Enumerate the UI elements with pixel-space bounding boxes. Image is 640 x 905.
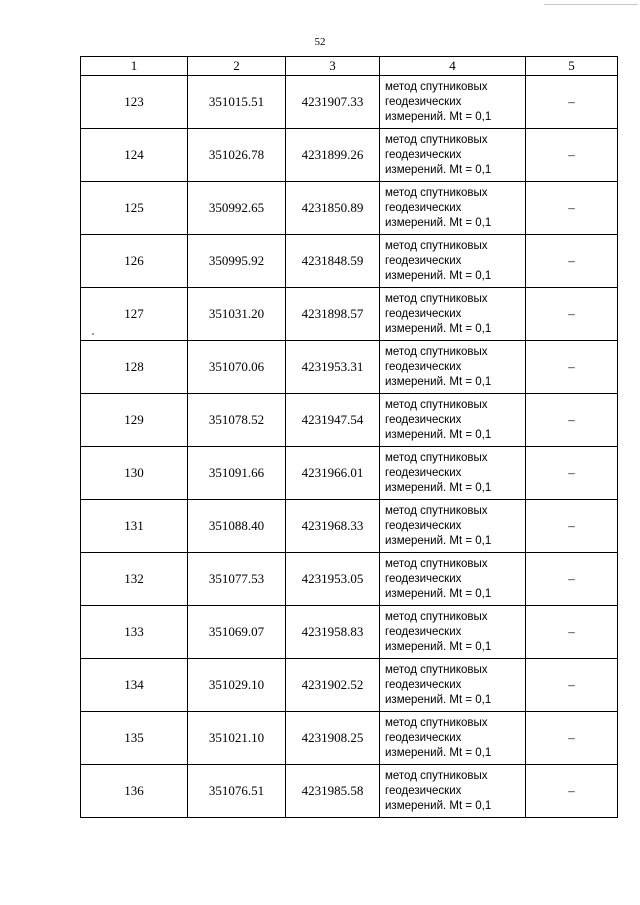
- y-coordinate-cell: 4231902.52: [286, 659, 380, 712]
- method-line: геодезических: [385, 466, 462, 479]
- y-coordinate-cell: 4231848.59: [286, 235, 380, 288]
- method-cell: [380, 447, 526, 500]
- table-row: [81, 394, 618, 447]
- y-coordinate-cell: 4231947.54: [286, 394, 380, 447]
- table-row: [81, 712, 618, 765]
- method-line: измерений. Mt = 0,1: [385, 269, 492, 282]
- table-row: [81, 765, 618, 818]
- x-coordinate-cell: 350995.92: [188, 235, 286, 288]
- extra-cell: –: [526, 288, 618, 341]
- table-row: [81, 553, 618, 606]
- x-coordinate-cell: 351076.51: [188, 765, 286, 818]
- method-line: геодезических: [385, 148, 462, 161]
- point-number-cell: 124: [81, 129, 188, 182]
- method-line: метод спутниковых: [385, 133, 488, 146]
- point-number-cell: 129: [81, 394, 188, 447]
- point-number-cell: 136: [81, 765, 188, 818]
- column-header-4: 4: [380, 57, 526, 76]
- column-header-1: 1: [81, 57, 188, 76]
- point-number-cell: 128: [81, 341, 188, 394]
- y-coordinate-cell: 4231985.58: [286, 765, 380, 818]
- method-line: метод спутниковых: [385, 663, 488, 676]
- table-row: [81, 606, 618, 659]
- table-row: [81, 447, 618, 500]
- method-line: геодезических: [385, 678, 462, 691]
- extra-cell: –: [526, 129, 618, 182]
- method-line: метод спутниковых: [385, 716, 488, 729]
- method-line: метод спутниковых: [385, 345, 488, 358]
- method-line: измерений. Mt = 0,1: [385, 163, 492, 176]
- header-row: [81, 57, 618, 76]
- x-coordinate-cell: 351070.06: [188, 341, 286, 394]
- method-line: метод спутниковых: [385, 186, 488, 199]
- table-row: [81, 288, 618, 341]
- extra-cell: –: [526, 500, 618, 553]
- method-line: измерений. Mt = 0,1: [385, 428, 492, 441]
- method-line: метод спутниковых: [385, 292, 488, 305]
- method-line: геодезических: [385, 784, 462, 797]
- method-line: геодезических: [385, 95, 462, 108]
- method-line: геодезических: [385, 360, 462, 373]
- point-number-cell: 125: [81, 182, 188, 235]
- method-line: метод спутниковых: [385, 557, 488, 570]
- extra-cell: –: [526, 76, 618, 129]
- method-line: метод спутниковых: [385, 504, 488, 517]
- extra-cell: –: [526, 712, 618, 765]
- table-row: [81, 235, 618, 288]
- extra-cell: –: [526, 394, 618, 447]
- method-line: геодезических: [385, 254, 462, 267]
- x-coordinate-cell: 351026.78: [188, 129, 286, 182]
- extra-cell: –: [526, 341, 618, 394]
- x-coordinate-cell: 351021.10: [188, 712, 286, 765]
- column-header-3: 3: [286, 57, 380, 76]
- method-line: измерений. Mt = 0,1: [385, 534, 492, 547]
- method-line: измерений. Mt = 0,1: [385, 587, 492, 600]
- method-line: измерений. Mt = 0,1: [385, 375, 492, 388]
- point-number-cell: 135: [81, 712, 188, 765]
- x-coordinate-cell: 350992.65: [188, 182, 286, 235]
- method-line: измерений. Mt = 0,1: [385, 481, 492, 494]
- method-cell: [380, 288, 526, 341]
- column-header-5: 5: [526, 57, 618, 76]
- y-coordinate-cell: 4231850.89: [286, 182, 380, 235]
- method-line: метод спутниковых: [385, 80, 488, 93]
- point-number-cell: 127: [81, 288, 188, 341]
- top-edge-rule: [544, 4, 638, 5]
- point-number-cell: 126: [81, 235, 188, 288]
- y-coordinate-cell: 4231966.01: [286, 447, 380, 500]
- x-coordinate-cell: 351069.07: [188, 606, 286, 659]
- column-header-2: 2: [188, 57, 286, 76]
- x-coordinate-cell: 351077.53: [188, 553, 286, 606]
- point-number-cell: 130: [81, 447, 188, 500]
- method-cell: [380, 553, 526, 606]
- x-coordinate-cell: 351029.10: [188, 659, 286, 712]
- y-coordinate-cell: 4231898.57: [286, 288, 380, 341]
- extra-cell: –: [526, 447, 618, 500]
- method-cell: [380, 500, 526, 553]
- method-line: геодезических: [385, 307, 462, 320]
- y-coordinate-cell: 4231899.26: [286, 129, 380, 182]
- method-line: измерений. Mt = 0,1: [385, 110, 492, 123]
- page-number: 52: [314, 36, 326, 48]
- method-line: геодезических: [385, 572, 462, 585]
- method-line: метод спутниковых: [385, 239, 488, 252]
- x-coordinate-cell: 351015.51: [188, 76, 286, 129]
- point-number-cell: 123: [81, 76, 188, 129]
- method-line: геодезических: [385, 625, 462, 638]
- point-number-cell: 134: [81, 659, 188, 712]
- point-number-cell: 133: [81, 606, 188, 659]
- method-cell: [380, 182, 526, 235]
- method-line: геодезических: [385, 201, 462, 214]
- method-cell: [380, 394, 526, 447]
- coordinates-table: [80, 56, 618, 818]
- method-cell: [380, 712, 526, 765]
- method-line: измерений. Mt = 0,1: [385, 746, 492, 759]
- method-cell: [380, 235, 526, 288]
- method-line: измерений. Mt = 0,1: [385, 693, 492, 706]
- method-line: метод спутниковых: [385, 610, 488, 623]
- method-cell: [380, 606, 526, 659]
- extra-cell: –: [526, 182, 618, 235]
- y-coordinate-cell: 4231953.05: [286, 553, 380, 606]
- method-line: измерений. Mt = 0,1: [385, 799, 492, 812]
- method-line: геодезических: [385, 731, 462, 744]
- method-line: измерений. Mt = 0,1: [385, 322, 492, 335]
- method-line: геодезических: [385, 519, 462, 532]
- method-line: измерений. Mt = 0,1: [385, 640, 492, 653]
- method-cell: [380, 129, 526, 182]
- method-line: метод спутниковых: [385, 769, 488, 782]
- table-header: [81, 57, 618, 76]
- y-coordinate-cell: 4231968.33: [286, 500, 380, 553]
- method-cell: [380, 765, 526, 818]
- table-row: [81, 76, 618, 129]
- method-line: геодезических: [385, 413, 462, 426]
- x-coordinate-cell: 351088.40: [188, 500, 286, 553]
- x-coordinate-cell: 351031.20: [188, 288, 286, 341]
- table-body: [81, 76, 618, 818]
- method-cell: [380, 659, 526, 712]
- table-row: [81, 129, 618, 182]
- table-row: [81, 341, 618, 394]
- x-coordinate-cell: 351078.52: [188, 394, 286, 447]
- method-cell: [380, 341, 526, 394]
- y-coordinate-cell: 4231953.31: [286, 341, 380, 394]
- method-cell: [380, 76, 526, 129]
- y-coordinate-cell: 4231908.25: [286, 712, 380, 765]
- table-row: [81, 500, 618, 553]
- extra-cell: –: [526, 235, 618, 288]
- extra-cell: –: [526, 765, 618, 818]
- y-coordinate-cell: 4231907.33: [286, 76, 380, 129]
- extra-cell: –: [526, 606, 618, 659]
- method-line: измерений. Mt = 0,1: [385, 216, 492, 229]
- method-line: метод спутниковых: [385, 451, 488, 464]
- y-coordinate-cell: 4231958.83: [286, 606, 380, 659]
- point-number-cell: 131: [81, 500, 188, 553]
- point-number-cell: 132: [81, 553, 188, 606]
- table-row: [81, 182, 618, 235]
- extra-cell: –: [526, 659, 618, 712]
- extra-cell: –: [526, 553, 618, 606]
- method-line: метод спутниковых: [385, 398, 488, 411]
- x-coordinate-cell: 351091.66: [188, 447, 286, 500]
- table-row: [81, 659, 618, 712]
